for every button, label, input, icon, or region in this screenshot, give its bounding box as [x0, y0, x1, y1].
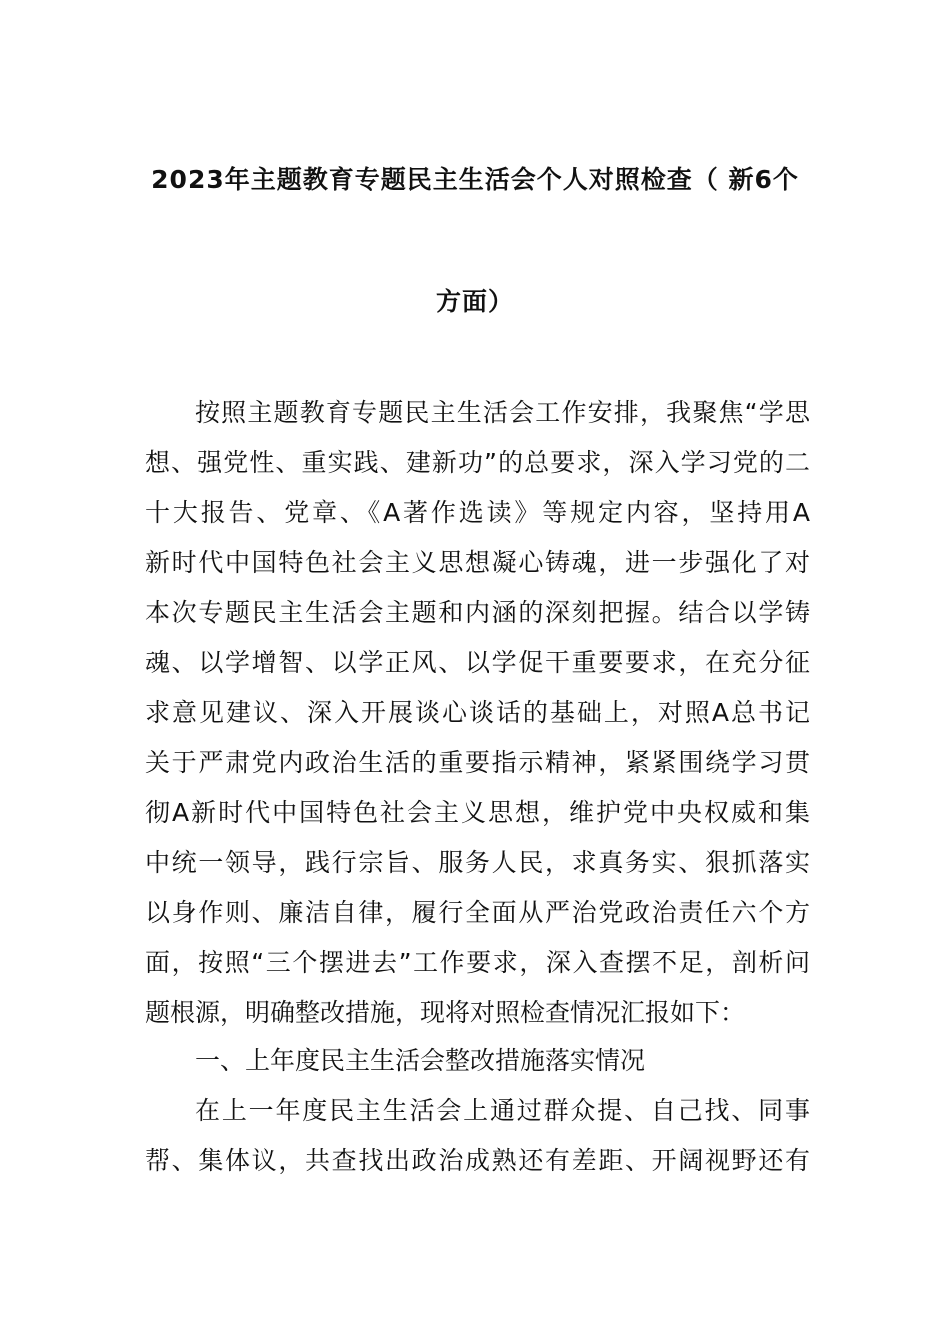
paragraph-1-line-11: 以身作则、廉洁自律，履行全面从严治党政治责任六个方: [145, 898, 810, 927]
paragraph-2-line-1: 在上一年度民主生活会上通过群众提、自己找、同事: [195, 1096, 810, 1125]
paragraph-1-line-4: 新时代中国特色社会主义思想凝心铸魂，进一步强化了对: [145, 548, 810, 577]
document-title-line-2: 方面）: [435, 287, 514, 316]
paragraph-1-line-12: 面，按照“三个摆进去”工作要求，深入查摆不足，剖析问: [145, 948, 810, 977]
paragraph-1-line-13: 题根源，明确整改措施，现将对照检查情况汇报如下：: [145, 998, 746, 1027]
paragraph-1-line-8: 关于严肃党内政治生活的重要指示精神，紧紧围绕学习贯: [145, 748, 810, 777]
paragraph-1-line-10: 中统一领导，践行宗旨、服务人民，求真务实、狠抓落实: [145, 848, 810, 877]
paragraph-1-line-7: 求意见建议、深入开展谈心谈话的基础上，对照A总书记: [145, 698, 810, 727]
paragraph-1-line-2: 想、强党性、重实践、建新功”的总要求，深入学习党的二: [145, 448, 810, 477]
paragraph-2-line-2: 帮、集体议，共查找出政治成熟还有差距、开阔视野还有: [145, 1146, 810, 1175]
document-title-line-1: 2023年主题教育专题民主生活会个人对照检查（ 新6个: [151, 165, 799, 194]
paragraph-1-line-3: 十大报告、党章、《A著作选读》等规定内容，坚持用A: [145, 498, 810, 527]
paragraph-1-line-1: 按照主题教育专题民主生活会工作安排，我聚焦“学思: [195, 398, 810, 427]
paragraph-1-line-5: 本次专题民主生活会主题和内涵的深刻把握。结合以学铸: [145, 598, 810, 627]
paragraph-1-line-9: 彻A新时代中国特色社会主义思想，维护党中央权威和集: [145, 798, 810, 827]
paragraph-1-line-6: 魂、以学增智、以学正风、以学促干重要要求，在充分征: [145, 648, 810, 677]
section-heading-1: 一、上年度民主生活会整改措施落实情况: [195, 1046, 646, 1075]
